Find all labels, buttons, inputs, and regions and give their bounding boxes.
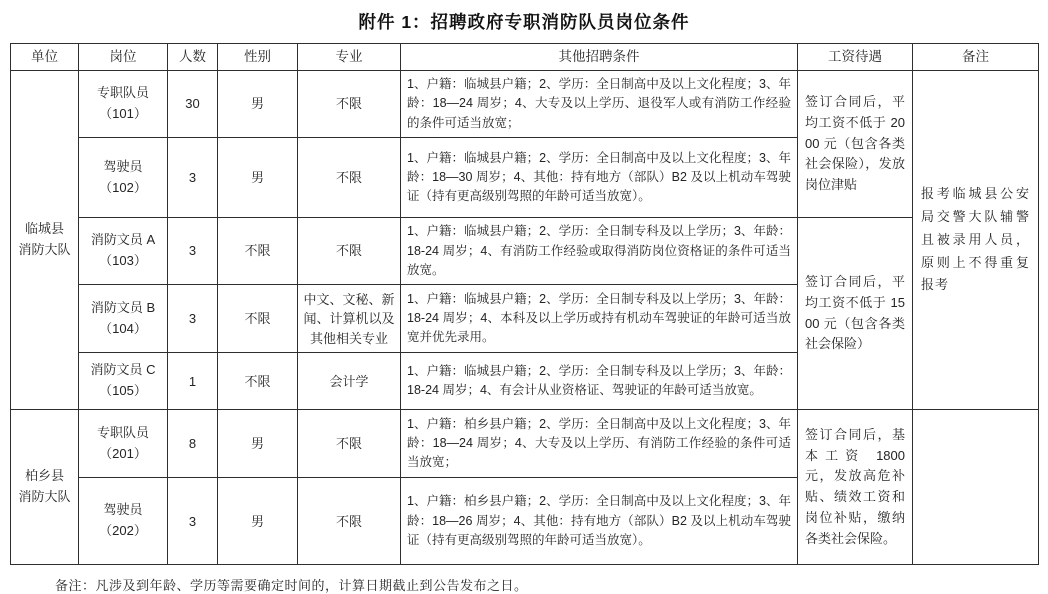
salary-cell: 签订合同后，平均工资不低于 1500 元（包含各类社会保险） [798,218,913,410]
position-name: 驾驶员 [103,502,143,518]
position-name: 消防文员 B [90,299,156,315]
position-name: 消防文员 A [90,232,156,248]
position-name: 消防文员 C [90,362,156,378]
position-name: 专职队员 [96,424,149,440]
major-cell: 不限 [298,138,401,218]
conditions-cell: 1、户籍：临城县户籍；2、学历：全日制高中及以上文化程度；3、年龄：18—30 周岁；4、其他：持有地方（部队）B2 及以上机动车驾驶证（持有更高级别驾照的年龄可适当放宽）。 [401,138,798,218]
position-cell [79,353,168,410]
conditions-cell: 1、户籍：柏乡县户籍；2、学历：全日制高中及以上文化程度；3、年龄：18—26 周岁；4、其他：持有地方（部队）B2 及以上机动车驾驶证（持有更高级别驾照的年龄可适当放宽）。 [401,478,798,565]
major-cell: 不限 [298,478,401,565]
header-salary: 工资待遇 [798,44,913,71]
count-cell: 3 [168,285,218,353]
position-name: 驾驶员 [103,158,143,174]
conditions-cell: 1、户籍：临城县户籍；2、学历：全日制高中及以上文化程度；3、年龄：18—24 周岁；4、大专及以上学历、退役军人或有消防工作经验的条件可适当放宽； [401,71,798,138]
gender-cell: 不限 [218,353,298,410]
page-title: 附件 1：招聘政府专职消防队员岗位条件 [358,12,690,32]
gender-cell: 不限 [218,285,298,353]
position-cell [79,410,168,478]
unit-name-line: 消防大队 [18,242,71,258]
header-count: 人数 [168,44,218,71]
salary-cell: 签订合同后，基本工资 1800 元，发放高危补贴、绩效工资和岗位补贴，缴纳各类社会保险。 [798,410,913,565]
position-cell [79,138,168,218]
table-row [11,71,1039,138]
count-cell: 30 [168,71,218,138]
table-row [11,218,1039,285]
conditions-cell: 1、户籍：临城县户籍；2、学历：全日制专科及以上学历；3、年龄：18-24 周岁；4、本科及以上学历或持有机动车驾驶证的年龄可适当放宽并优先录用。 [401,285,798,353]
header-remarks: 备注 [913,44,1039,71]
recruitment-table [10,43,1039,565]
gender-cell: 不限 [218,218,298,285]
gender-cell: 男 [218,138,298,218]
position-name: 专职队员 [96,85,149,101]
position-code: （101） [99,106,147,122]
position-cell [79,285,168,353]
major-cell: 不限 [298,71,401,138]
position-code: （102） [99,179,147,195]
position-code: （105） [99,383,147,399]
salary-cell: 签订合同后，平均工资不低于 2000 元（包含各类社会保险），发放岗位津贴 [798,71,913,218]
unit-cell-lincheng [11,71,79,410]
conditions-cell: 1、户籍：临城县户籍；2、学历：全日制专科及以上学历；3、年龄：18-24 周岁；4、有会计从业资格证、驾驶证的年龄可适当放宽。 [401,353,798,410]
major-cell: 不限 [298,218,401,285]
count-cell: 3 [168,218,218,285]
remarks-cell [913,410,1039,565]
position-code: （104） [99,320,147,336]
gender-cell: 男 [218,71,298,138]
position-code: （201） [99,445,147,461]
major-cell: 不限 [298,410,401,478]
header-conditions: 其他招聘条件 [401,44,798,71]
header-row [11,44,1039,71]
count-cell: 8 [168,410,218,478]
conditions-cell: 1、户籍：临城县户籍；2、学历：全日制专科及以上学历；3、年龄：18-24 周岁；4、有消防工作经验或取得消防岗位资格证的条件可适当放宽。 [401,218,798,285]
footnote: 备注：凡涉及到年龄、学历等需要确定时间的，计算日期截止到公告发布之日。 [55,578,528,594]
unit-cell-baixiang [11,410,79,565]
header-unit: 单位 [11,44,79,71]
header-position: 岗位 [79,44,168,71]
position-code: （103） [99,253,147,269]
position-cell [79,71,168,138]
gender-cell: 男 [218,478,298,565]
header-gender: 性别 [218,44,298,71]
count-cell: 3 [168,478,218,565]
table-row [11,410,1039,478]
header-major: 专业 [298,44,401,71]
conditions-cell: 1、户籍：柏乡县户籍；2、学历：全日制高中及以上文化程度；3、年龄：18—24 周岁；4、大专及以上学历、有消防工作经验的条件可适当放宽； [401,410,798,478]
major-cell: 会计学 [298,353,401,410]
unit-name-line: 消防大队 [18,489,71,505]
unit-name-line: 临城县 [24,221,64,237]
remarks-cell: 报考临城县公安局交警大队辅警且被录用人员，原则上不得重复报考 [913,71,1039,410]
position-cell [79,478,168,565]
unit-name-line: 柏乡县 [24,468,64,484]
count-cell: 3 [168,138,218,218]
count-cell: 1 [168,353,218,410]
position-cell [79,218,168,285]
major-cell: 中文、文秘、新闻、计算机以及其他相关专业 [298,285,401,353]
position-code: （202） [99,523,147,539]
gender-cell: 男 [218,410,298,478]
